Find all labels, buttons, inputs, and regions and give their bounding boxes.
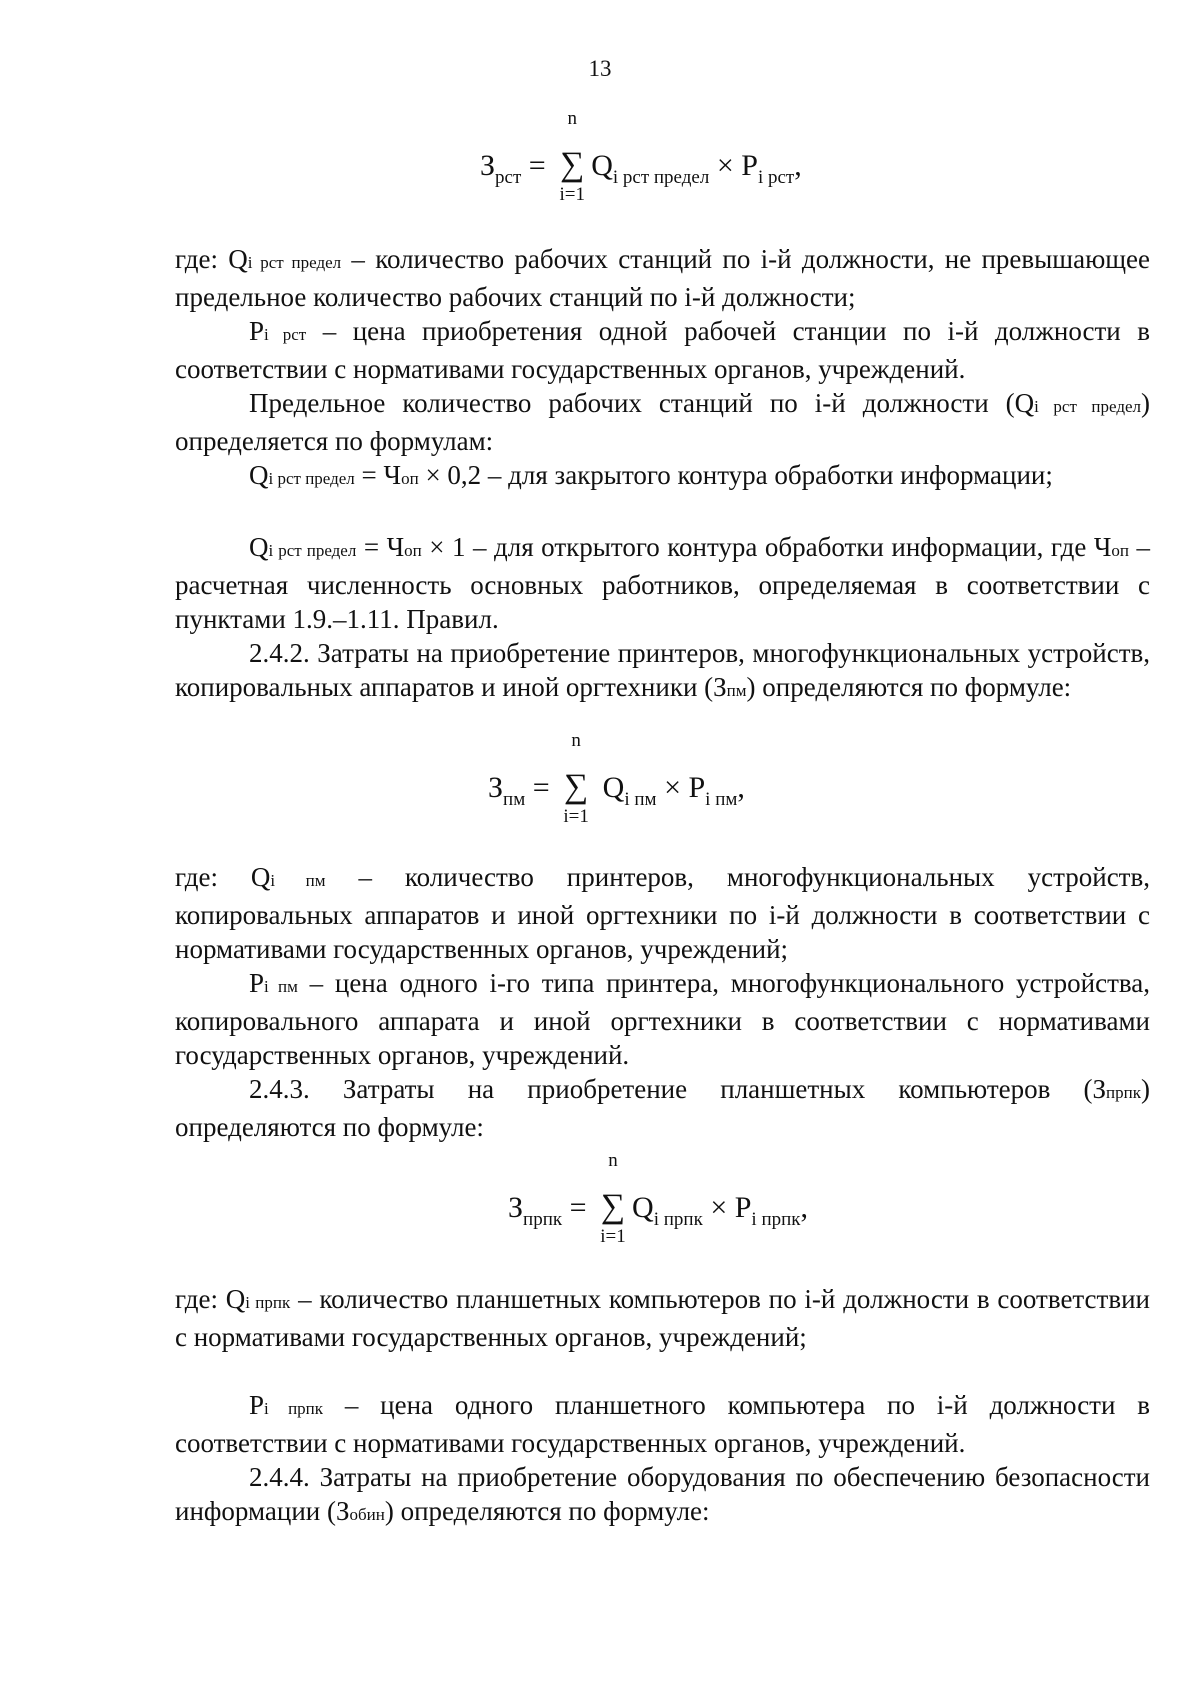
text: – количество планшетных компьютеров по i-й должности в соответствии с нормативами государственных органов, учреждений; [175,1284,1150,1352]
text: = Ч [354,460,402,490]
formula-printer-cost [0,730,1200,850]
text: P [249,316,265,346]
paragraph-open-contour [175,530,1150,636]
summation [559,730,593,827]
sum-upper-limit: n [567,108,577,129]
formula-p-subscript: i рст [757,167,795,188]
formula-end: , [794,149,802,182]
summation [596,1150,630,1247]
text: = Ч [356,532,405,562]
text: ) определяются по формуле: [175,1074,1150,1142]
formula-tablet-cost [0,1150,1200,1270]
formula-q: Q [632,1191,654,1224]
formula-p: P [741,149,758,182]
subscript: i рст предел [268,469,355,488]
subscript: i рст предел [1034,397,1141,416]
formula-p: P [734,1191,752,1224]
paragraph-section-2-4-2 [175,636,1150,708]
text: 2.4.4. Затраты на приобретение оборудования по обеспечению безопасности информации (З [175,1462,1150,1526]
sum-lower-limit: i=1 [600,1226,626,1247]
sigma-symbol: ∑ [560,146,585,183]
formula-times: × [664,771,681,804]
formula-end: , [737,771,745,804]
formula-q-subscript: i рст предел [612,167,710,188]
formula-lhs: З [508,1191,524,1224]
text: где: Q [175,1284,246,1314]
paragraph-p-prpk-definition [175,1388,1150,1460]
subscript: i рст предел [268,541,357,560]
text: – количество рабочих станций по i-й должности, не превышающее предельное количество рабочих станций по i-й должности; [175,244,1151,312]
formula-q-subscript: i прпк [653,1209,703,1230]
text: × 0,2 – для закрытого контура обработки информации; [418,460,1053,490]
page-number: 13 [588,56,612,81]
subscript: i прпк [245,1293,291,1312]
formula-times: × [716,149,734,182]
formula-lhs: З [480,149,496,182]
paragraph-p-pm-definition [175,966,1150,1072]
formula-equals: = [569,1191,587,1224]
sum-upper-limit: n [571,730,581,751]
text: Q [249,460,269,490]
text: × 1 – для открытого контура обработки информации, где Ч [421,532,1112,562]
text: ) определяется по формулам: [175,388,1150,456]
text: Предельное количество рабочих станций по i-й должности (Q [249,388,1035,418]
paragraph-limit-intro [175,386,1150,458]
paragraph-closed-contour [175,458,1150,496]
sigma-symbol: ∑ [564,768,589,805]
formula-q-subscript: i пм [624,789,657,810]
paragraph-p-rst-definition [175,314,1150,386]
paragraph-section-2-4-3 [175,1072,1150,1144]
text: – цена приобретения одной рабочей станции по i-й должности в соответствии с нормативами государственных органов, учреждений. [175,316,1150,384]
subscript: i пм [264,977,298,996]
subscript: i рст [264,325,307,344]
text: 2.4.2. Затраты на приобретение принтеров, многофункциональных устройств, копировальных аппаратов и иной оргтехники (З [175,638,1150,702]
sigma-symbol: ∑ [600,1188,626,1225]
subscript: оп [1111,541,1129,560]
subscript: оп [401,469,419,488]
text: – цена одного планшетного компьютера по i-й должности в соответствии с нормативами государственных органов, учреждений. [175,1390,1150,1458]
formula-equals: = [532,771,550,804]
subscript: i пм [270,871,326,890]
paragraph-q-pm-definition [175,860,1150,966]
text: – цена одного i-го типа принтера, многофункционального устройства, копировального аппарата и иной оргтехники в соответствии с нормативами государственных органов, учреждений. [175,968,1150,1070]
formula-lhs-subscript: пм [503,789,526,810]
text: где: Q [175,862,271,892]
subscript: i рст предел [247,253,342,272]
paragraph-section-2-4-4 [175,1460,1150,1532]
formula-lhs-subscript: прпк [523,1209,563,1230]
subscript: пм [726,681,747,700]
sum-lower-limit: i=1 [563,806,589,827]
formula-times: × [710,1191,728,1224]
sum-lower-limit: i=1 [559,184,585,205]
formula-p: P [688,771,706,804]
summation [555,108,589,205]
text: P [249,1390,265,1420]
text: P [249,968,265,998]
paragraph-q-rst-definition [175,242,1150,314]
text: ) определяются по формуле: [746,672,1072,702]
subscript: прпк [1106,1083,1141,1102]
formula-workstation-cost [0,108,1200,228]
paragraph-q-prpk-definition [175,1282,1150,1354]
formula-lhs: З [488,771,504,804]
text: Q [249,532,269,562]
subscript: i прпк [264,1399,324,1418]
formula-equals: = [528,149,546,182]
text: где: Q [175,244,248,274]
sum-upper-limit: n [608,1150,618,1171]
formula-q: Q [602,771,625,804]
text: – расчетная численность основных работников, определяемая в соответствии с пунктами 1.9.–1.11. Правил. [175,532,1150,634]
formula-q: Q [591,149,613,182]
formula-p-subscript: i пм [705,789,738,810]
formula-end: , [800,1191,809,1224]
text: 2.4.3. Затраты на приобретение планшетных компьютеров (З [249,1074,1107,1104]
subscript: обин [349,1505,385,1524]
subscript: оп [404,541,422,560]
text: – количество принтеров, многофункциональных устройств, копировальных аппаратов и иной оргтехники по i-й должности в соответствии с нормативами государственных органов, учреждений; [175,862,1150,964]
formula-lhs-subscript: рст [495,167,522,188]
text: ) определяются по формуле: [384,1496,710,1526]
formula-p-subscript: i прпк [751,1209,801,1230]
